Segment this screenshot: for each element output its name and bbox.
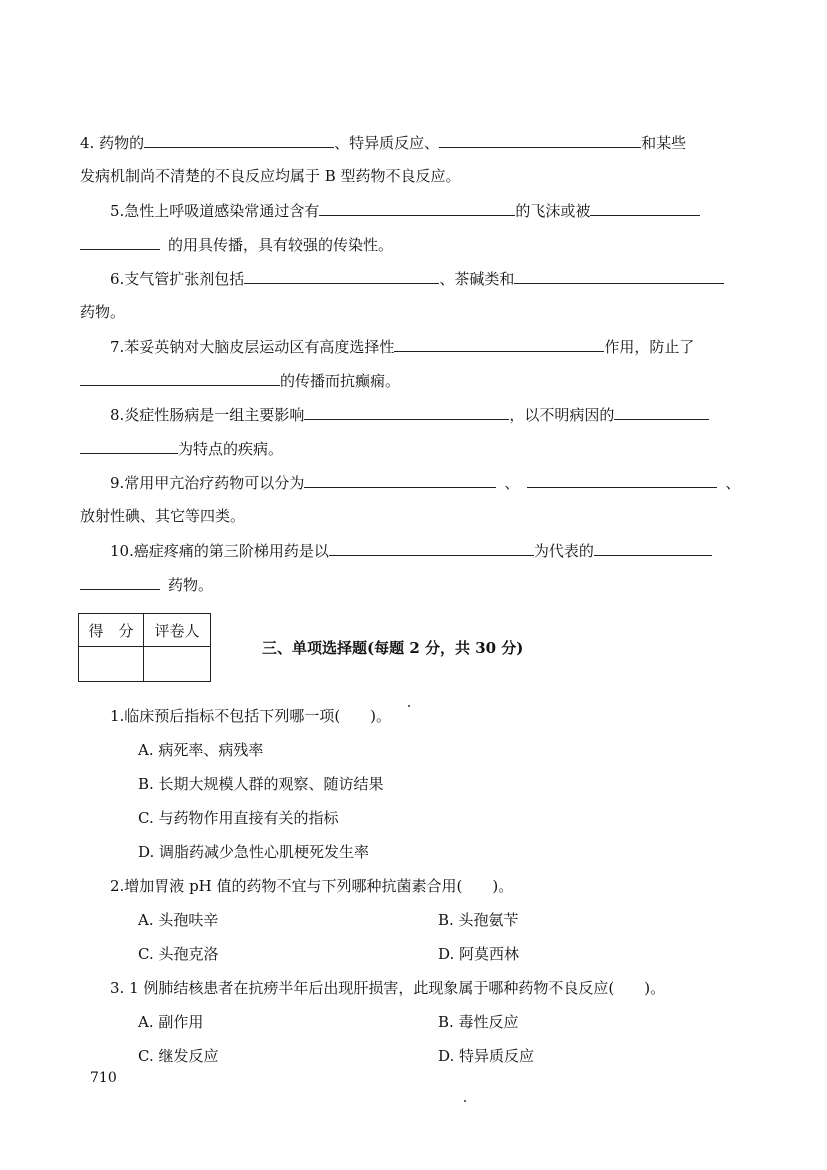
q10-text-b: 为代表的 — [533, 542, 594, 560]
q9-text-c: 、 — [725, 474, 741, 492]
mc-question-3-option-b[interactable]: B. 毒性反应 — [438, 1013, 519, 1031]
q5-text-a: 5.急性上呼吸道感染常通过含有 — [110, 202, 320, 220]
section-title: 三、单项选择题(每题 2 分，共 30 分) — [262, 639, 524, 657]
q8-text-c: 为特点的疾病。 — [178, 440, 284, 458]
mc-question-3-option-a[interactable]: A. 副作用 — [138, 1013, 204, 1031]
question-9-line-2 — [80, 505, 750, 527]
mc-question-1-option-c[interactable]: C. 与药物作用直接有关的指标 — [138, 809, 339, 827]
mc-question-2-stem: 2.增加胃液 pH 值的药物不宜与下列哪种抗菌素合用( )。 — [110, 877, 514, 895]
score-label: 得 分 — [79, 614, 144, 647]
score-box — [78, 613, 211, 682]
q9-text-b: 、 — [504, 474, 520, 492]
question-7-line-1 — [80, 335, 750, 357]
q4-text-d: 发病机制尚不清楚的不良反应均属于 B 型药物不良反应。 — [80, 167, 461, 185]
question-7-line-2 — [80, 369, 750, 391]
question-6-line-1 — [80, 267, 750, 289]
answer-blank[interactable] — [80, 573, 160, 590]
q10-text-c: 药物。 — [168, 576, 214, 594]
question-5-line-2 — [80, 233, 750, 255]
mc-question-1-option-b[interactable]: B. 长期大规模人群的观察、随访结果 — [138, 775, 384, 793]
q7-text-b: 作用，防止了 — [604, 338, 695, 356]
mc-question-2-option-a[interactable]: A. 头孢呋辛 — [138, 911, 219, 929]
scan-speck — [464, 1100, 466, 1102]
mc-question-2-option-b[interactable]: B. 头孢氨苄 — [438, 911, 519, 929]
mc-question-2-option-c[interactable]: C. 头孢克洛 — [138, 945, 219, 963]
grader-label: 评卷人 — [144, 614, 211, 647]
question-8-line-2 — [80, 437, 750, 459]
mc-question-2-option-d[interactable]: D. 阿莫西林 — [438, 945, 520, 963]
answer-blank[interactable] — [614, 403, 709, 420]
q5-text-b: 的飞沫或被 — [515, 202, 591, 220]
answer-blank[interactable] — [80, 437, 178, 454]
q6-text-b: 、茶碱类和 — [439, 270, 515, 288]
answer-blank[interactable] — [319, 199, 515, 216]
answer-blank[interactable] — [329, 539, 534, 556]
mc-question-3-stem: 3. 1 例肺结核患者在抗痨半年后出现肝损害，此现象属于哪种药物不良反应( )。 — [110, 979, 666, 997]
q5-text-c: 的用具传播，具有较强的传染性。 — [168, 236, 394, 254]
score-cell[interactable] — [79, 647, 144, 682]
answer-blank[interactable] — [594, 539, 712, 556]
answer-blank[interactable] — [590, 199, 700, 216]
mc-question-1-stem: 1.临床预后指标不包括下列哪一项( )。 — [110, 707, 392, 725]
q7-text-a: 7.苯妥英钠对大脑皮层运动区有高度选择性 — [110, 338, 395, 356]
question-4-line-1 — [80, 131, 750, 153]
q10-text-a: 10.癌症疼痛的第三阶梯用药是以 — [110, 542, 329, 560]
question-9-line-1 — [80, 471, 750, 493]
page-number: 710 — [90, 1070, 117, 1086]
answer-blank[interactable] — [527, 471, 717, 488]
question-8-line-1 — [80, 403, 750, 425]
answer-blank[interactable] — [514, 267, 724, 284]
answer-blank[interactable] — [304, 471, 496, 488]
mc-question-3-option-d[interactable]: D. 特异质反应 — [438, 1047, 535, 1065]
question-4-line-2 — [80, 165, 750, 187]
question-5-line-1 — [80, 199, 750, 221]
q4-text-c: 和某些 — [641, 134, 687, 152]
q8-text-b: ，以不明病因的 — [509, 406, 615, 424]
q6-text-a: 6.支气管扩张剂包括 — [110, 270, 245, 288]
answer-blank[interactable] — [304, 403, 509, 420]
answer-blank[interactable] — [244, 267, 439, 284]
answer-blank[interactable] — [80, 233, 160, 250]
q4-text-a: 4. 药物的 — [80, 134, 145, 152]
question-10-line-1 — [80, 539, 750, 561]
answer-blank[interactable] — [394, 335, 604, 352]
scan-speck — [408, 705, 410, 707]
q7-text-c: 的传播而抗癫痫。 — [280, 372, 401, 390]
q9-text-a: 9.常用甲亢治疗药物可以分为 — [110, 474, 305, 492]
answer-blank[interactable] — [144, 131, 334, 148]
mc-question-3-option-c[interactable]: C. 继发反应 — [138, 1047, 219, 1065]
q4-text-b: 、特异质反应、 — [334, 134, 440, 152]
question-6-line-2 — [80, 301, 750, 323]
mc-question-1-option-a[interactable]: A. 病死率、病残率 — [138, 741, 264, 759]
mc-question-1-option-d[interactable]: D. 调脂药减少急性心肌梗死发生率 — [138, 843, 370, 861]
answer-blank[interactable] — [439, 131, 641, 148]
q6-text-c: 药物。 — [80, 303, 126, 321]
grader-cell[interactable] — [144, 647, 211, 682]
answer-blank[interactable] — [80, 369, 280, 386]
q8-text-a: 8.炎症性肠病是一组主要影响 — [110, 406, 305, 424]
q9-text-d: 放射性碘、其它等四类。 — [80, 507, 246, 525]
question-10-line-2 — [80, 573, 750, 595]
